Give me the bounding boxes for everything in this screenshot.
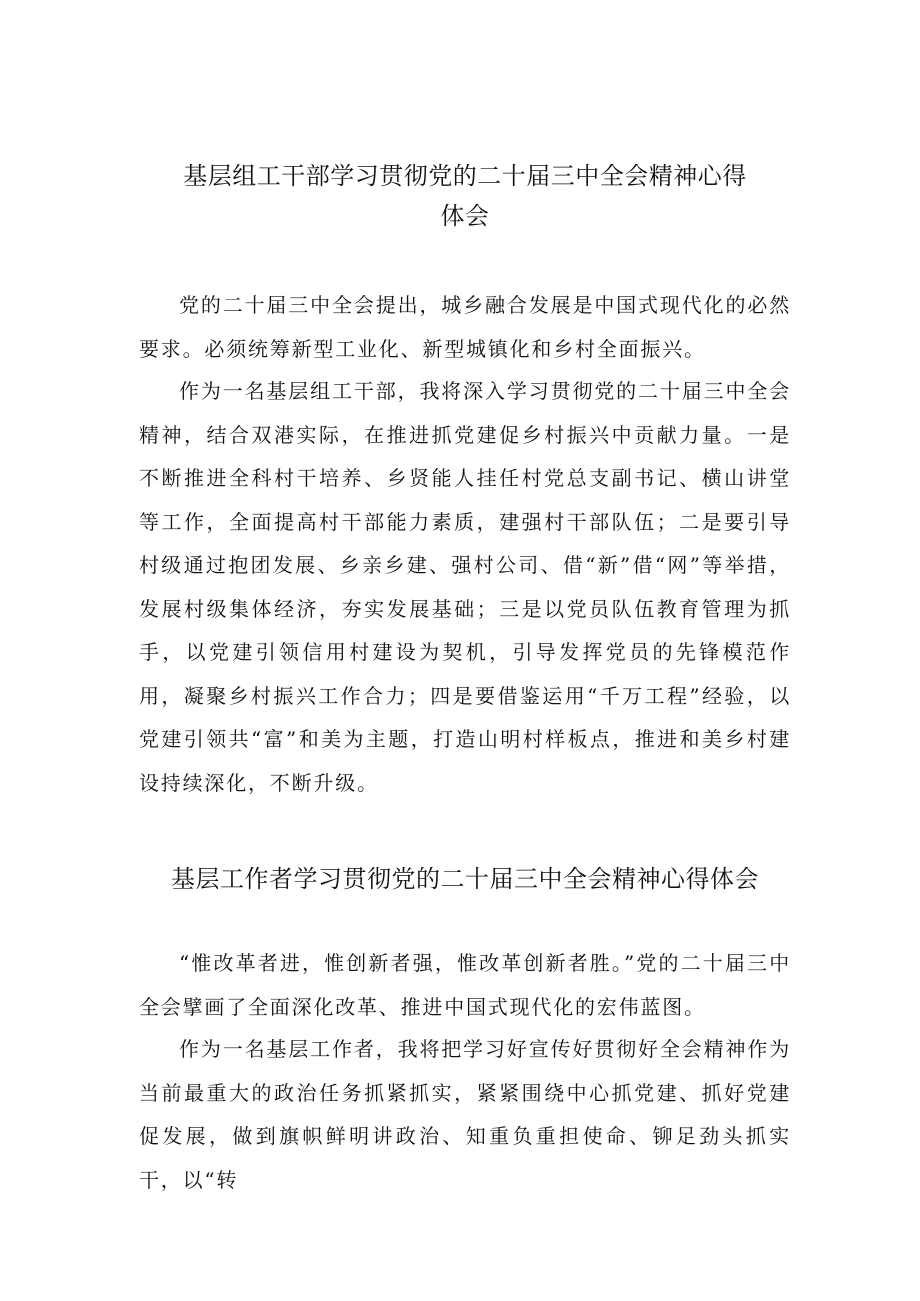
article-2-paragraph-2: 作为一名基层工作者，我将把学习好宣传好贯彻好全会精神作为当前最重大的政治任务抓紧抓实，紧紧围绕中心抓党建、抓好党建促发展，做到旗帜鲜明讲政治、知重负重担使命、铆足劲头抓实干，以“转 [139, 1037, 791, 1192]
article-2-paragraph-1: “惟改革者进，惟创新者强，惟改革创新者胜。”党的二十届三中全会擘画了全面深化改革、推进中国式现代化的宏伟蓝图。 [139, 951, 791, 1019]
article-title-1-line-1: 基层组工干部学习贯彻党的二十届三中全会精神心得 [183, 162, 747, 190]
article-title-1-line-2: 体会 [440, 202, 490, 230]
article-title-1 [140, 156, 790, 236]
article-1-paragraph-1: 党的二十届三中全会提出，城乡融合发展是中国式现代化的必然要求。必须统筹新型工业化、新型城镇化和乡村全面振兴。 [139, 293, 791, 361]
article-1-paragraph-2: 作为一名基层组工干部，我将深入学习贯彻党的二十届三中全会精神，结合双港实际，在推进抓党建促乡村振兴中贡献力量。一是不断推进全科村干培养、乡贤能人挂任村党总支副书记、横山讲堂等工作，全面提高村干部能力素质，建强村干部队伍；二是要引导村级通过抱团发展、乡亲乡建、强村公司、借“新”借“网”等举措，发展村级集体经济，夯实发展基础；三是以党员队伍教育管理为抓手，以党建引领信用村建设为契机，引导发挥党员的先锋模范作用，凝聚乡村振兴工作合力；四是要借鉴运用“千万工程”经验，以党建引领共“富”和美为主题，打造山明村样板点，推进和美乡村建设持续深化，不断升级。 [139, 379, 791, 795]
article-title-2: 基层工作者学习贯彻党的二十届三中全会精神心得体会 [171, 865, 759, 893]
